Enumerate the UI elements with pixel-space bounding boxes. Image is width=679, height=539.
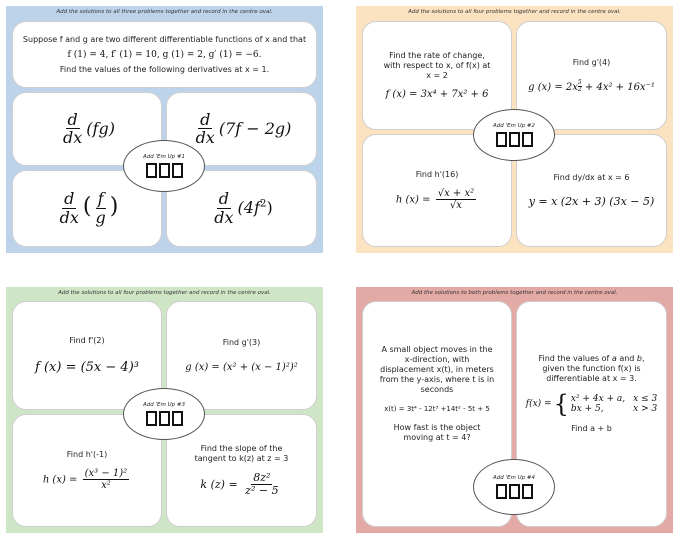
answer-oval: [473, 459, 555, 515]
answer-boxes[interactable]: [496, 132, 533, 147]
intro-line: Suppose f and g are two different differentiable functions of x and that: [22, 34, 307, 44]
panel-instruction: Add the solutions to both problems together and record in the centre oval.: [411, 290, 618, 296]
panel-add-em-up-4: [356, 287, 673, 533]
problem-prompt: Find h'(16): [415, 169, 459, 179]
problem-math: f (x) = 3x⁴ + 7x² + 6: [385, 89, 489, 100]
intro-card: [12, 21, 317, 88]
problem-prompt: Find g'(4): [572, 58, 611, 67]
panel-add-em-up-1: [6, 6, 323, 253]
answer-oval: [473, 109, 555, 161]
problem-prompt: A small object moves in the x-direction, with displacement x(t), in meters from the y-axis, where t is in seconds: [379, 344, 495, 394]
problem-math: x(t) = 3t⁴ - 12t³ +14t² - 5t + 5: [384, 404, 490, 413]
problem-math: g (x) = (x² + (x − 1)²)²: [185, 362, 298, 373]
derivative-expression: $\frac{d}{dx}$ ( $\frac{f}{g}$ ): [59, 189, 119, 227]
problem-prompt: Find the rate of change, with respect to x, of f(x) at x = 2: [383, 51, 491, 80]
panel-instruction: Add the solutions to all four problems together and record in the centre oval.: [408, 9, 621, 15]
answer-oval: [123, 140, 205, 192]
answer-boxes[interactable]: [146, 163, 183, 178]
panel-instruction: Add the solutions to all four problems together and record in the centre oval.: [58, 290, 271, 296]
problem-math: k (z) = $\frac{\text{8z²}}{\text{z² − 5}}$: [200, 470, 279, 497]
answer-oval: [123, 388, 205, 440]
problem-prompt: Find f'(2): [69, 336, 105, 345]
problem-math: h (x) = $\frac{\text{√x + x²}}{√x}$: [395, 187, 475, 211]
problem-math: g (x) = 2x $^{\frac{5}{2}}$ + 4x² + 16x⁻¹: [528, 79, 655, 93]
oval-label: Add 'Em Up #4: [493, 475, 535, 481]
oval-label: Add 'Em Up #3: [143, 402, 185, 408]
answer-boxes[interactable]: [146, 411, 183, 426]
panel-instruction: Add the solutions to all three problems together and record in the centre oval.: [56, 9, 273, 15]
problem-prompt: Find g'(3): [222, 338, 261, 347]
oval-label: Add 'Em Up #2: [493, 123, 535, 129]
panel-add-em-up-3: [6, 287, 323, 533]
panel-add-em-up-2: [356, 6, 673, 253]
problem-question: How fast is the object moving at t = 4?: [393, 423, 481, 443]
intro-line: Find the values of the following derivatives at x = 1.: [59, 64, 270, 74]
problem-prompt: Find h'(-1): [66, 449, 108, 459]
problem-prompt: Find the values of a and b, given the function f(x) is differentiable at x = 3.: [538, 354, 645, 383]
derivative-expression: $\frac{d}{dx}$ (7f − 2g): [195, 109, 292, 148]
problem-math: y = x (2x + 3) (3x − 5): [528, 195, 655, 208]
problem-prompt: Find dy/dx at x = 6: [553, 173, 630, 182]
answer-boxes[interactable]: [496, 484, 533, 499]
problem-math: f (x) = (5x − 4)³: [35, 360, 139, 375]
piecewise-function: f(x) = { x² + 4x + a, x ≤ 3 bx + 5, x > 3: [525, 390, 658, 418]
problem-prompt: Find the slope of the tangent to k(z) at z = 3: [194, 443, 289, 463]
problem-math: h (x) = $\frac{\text{(x³ − 1)²}}{\text{x²}}$: [42, 467, 128, 491]
derivative-expression: $\frac{d}{dx}$ (fg): [63, 109, 115, 148]
problem-question: Find a + b: [571, 424, 612, 433]
derivative-expression: $\frac{d}{dx}$ $(4f^2)$: [214, 189, 273, 227]
oval-label: Add 'Em Up #1: [143, 154, 185, 160]
given-values: f (1) = 4, f′ (1) = 10, g (1) = 2, g′ (1) = −6.: [67, 49, 262, 60]
